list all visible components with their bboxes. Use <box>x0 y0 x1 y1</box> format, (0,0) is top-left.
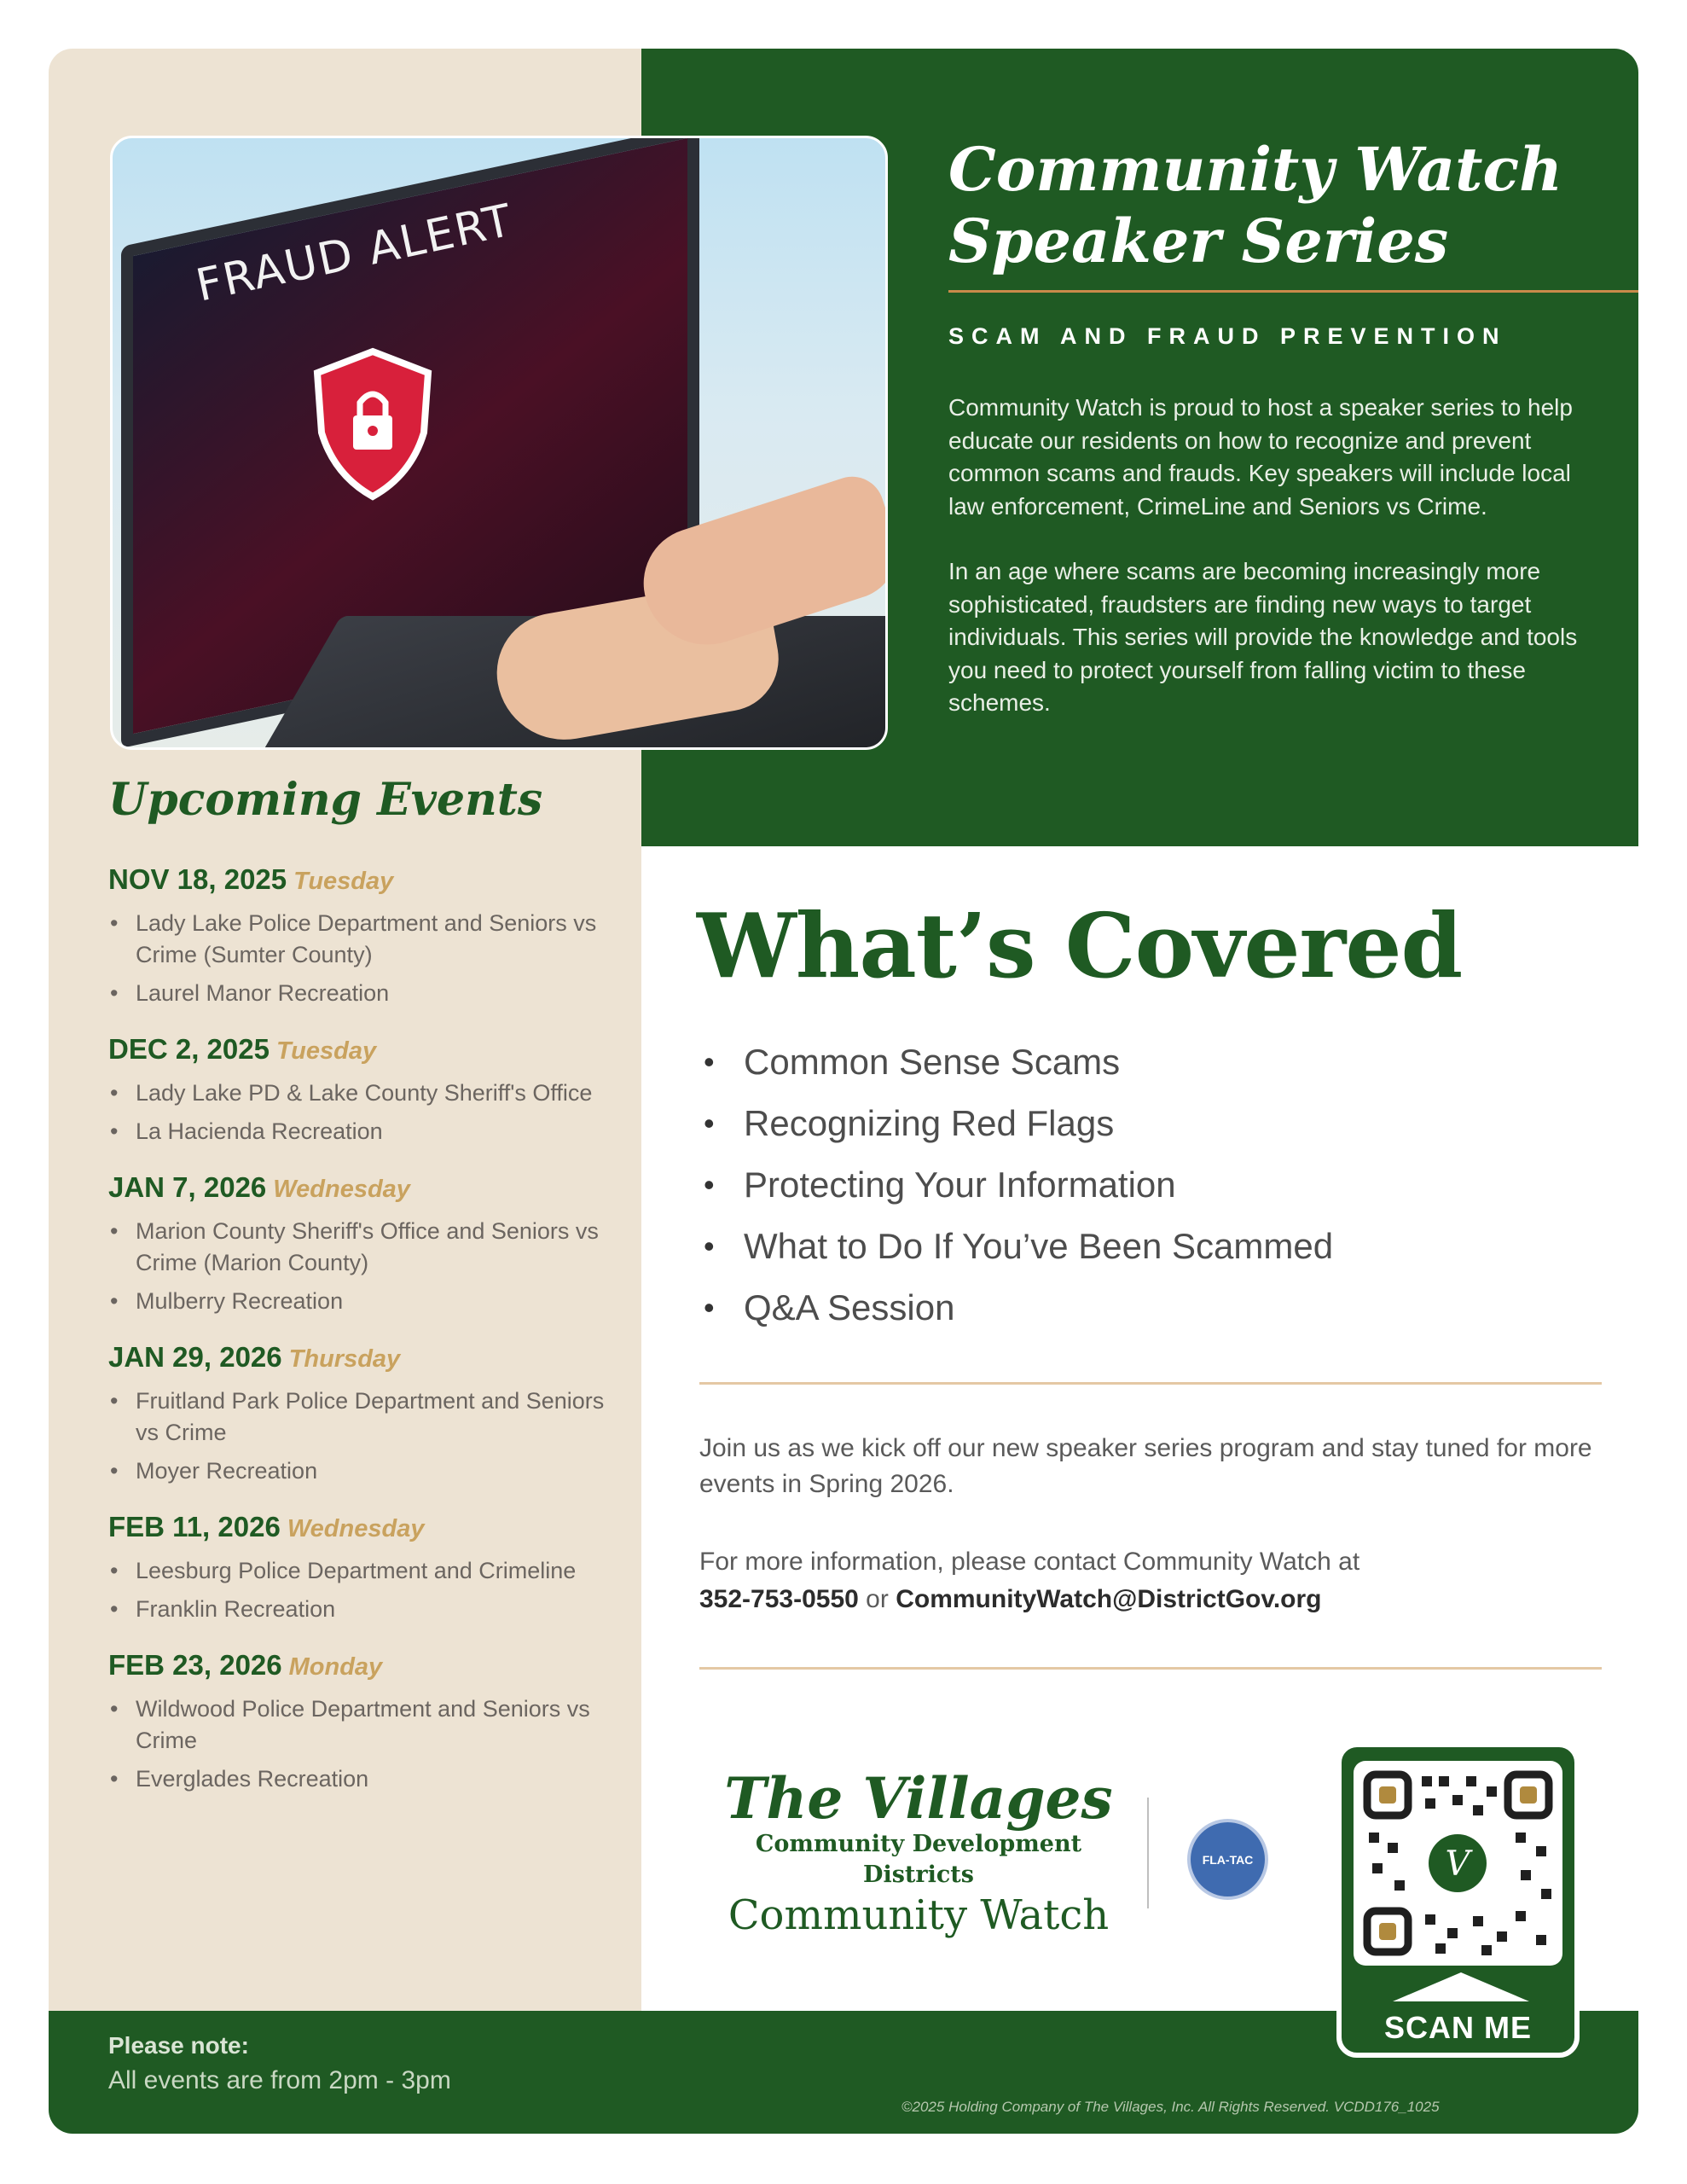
event-item <box>108 1341 620 1487</box>
covered-topic: • What to Do If You’ve Been Scammed <box>697 1216 1333 1277</box>
event-item <box>108 1033 620 1147</box>
covered-topic: • Common Sense Scams <box>697 1031 1333 1093</box>
event-details-list <box>108 1555 620 1625</box>
event-day: Monday <box>288 1653 383 1681</box>
event-date: JAN 29, 2026 <box>108 1341 282 1373</box>
page-subtitle: SCAM AND FRAUD PREVENTION <box>948 323 1507 349</box>
intro-text <box>948 392 1605 752</box>
event-header <box>108 1171 620 1204</box>
villages-logo-community-watch: Community Watch <box>728 1891 1110 1939</box>
event-date: FEB 23, 2026 <box>108 1649 282 1681</box>
event-header <box>108 1511 620 1543</box>
event-detail: • Lady Lake PD & Lake County Sheriff's Office <box>108 1077 620 1109</box>
intro-paragraph-1: Community Watch is proud to host a speaker series to help educate our residents on how to recognize and prevent common scams and frauds. Key speakers will include local law enforcement, CrimeLine and Seniors vs Crime. <box>948 394 1573 520</box>
event-item <box>108 1649 620 1795</box>
title-divider <box>948 290 1638 293</box>
events-heading: Upcoming Events <box>108 774 543 826</box>
event-detail: • Leesburg Police Department and Crimeline <box>108 1555 620 1587</box>
event-day: Thursday <box>288 1345 401 1373</box>
events-list <box>108 863 620 1819</box>
logo-divider <box>1147 1798 1149 1908</box>
event-header <box>108 863 620 896</box>
event-detail: • Mulberry Recreation <box>108 1286 620 1317</box>
event-detail: • La Hacienda Recreation <box>108 1116 620 1147</box>
event-details-list <box>108 1077 620 1147</box>
join-text: Join us as we kick off our new speaker series program and stay tuned for more events in Spring 2026. <box>699 1434 1592 1498</box>
section-divider-bottom <box>699 1667 1602 1670</box>
contact-or: or <box>866 1585 889 1613</box>
contact-info <box>699 1543 1603 1618</box>
event-details-list <box>108 1385 620 1487</box>
event-day: Wednesday <box>287 1515 425 1542</box>
qr-code[interactable] <box>1354 1761 1562 1966</box>
event-date: FEB 11, 2026 <box>108 1511 281 1542</box>
event-header <box>108 1033 620 1066</box>
intro-paragraph-2: In an age where scams are becoming increasingly more sophisticated, fraudsters are finding new ways to target individuals. This series will provide the knowledge and tools you need to protect yourself from falling victim to these schemes. <box>948 558 1578 716</box>
copyright-text: ©2025 Holding Company of The Villages, Inc. All Rights Reserved. VCDD176_1025 <box>901 2099 1440 2115</box>
qr-code-panel[interactable] <box>1336 1742 1580 2058</box>
event-detail: • Laurel Manor Recreation <box>108 978 620 1009</box>
note-text: All events are from 2pm - 3pm <box>108 2066 451 2094</box>
event-day: Tuesday <box>275 1037 377 1065</box>
event-details-list <box>108 1216 620 1317</box>
screen-fraud-alert-text: FRAUD ALERT <box>191 195 518 312</box>
event-detail: • Lady Lake Police Department and Seniors vs Crime (Sumter County) <box>108 908 620 971</box>
event-detail: • Fruitland Park Police Department and Seniors vs Crime <box>108 1385 620 1449</box>
title-line-1: Community Watch <box>948 134 1563 205</box>
event-item <box>108 863 620 1009</box>
event-detail: • Wildwood Police Department and Seniors vs Crime <box>108 1693 620 1757</box>
event-details-list <box>108 908 620 1009</box>
contact-email[interactable]: CommunityWatch@DistrictGov.org <box>896 1585 1322 1613</box>
fraud-alert-laptop-photo <box>110 136 888 750</box>
covered-topic: • Q&A Session <box>697 1277 1333 1339</box>
title-line-2: Speaker Series <box>948 206 1449 276</box>
covered-topic: • Recognizing Red Flags <box>697 1093 1333 1154</box>
covered-topics-list <box>697 1031 1333 1339</box>
event-item <box>108 1511 620 1625</box>
badge-text: FLA-TAC <box>1202 1852 1254 1867</box>
event-detail: • Everglades Recreation <box>108 1763 620 1795</box>
covered-topic: • Protecting Your Information <box>697 1154 1333 1216</box>
event-day: Tuesday <box>293 868 394 895</box>
event-header <box>108 1341 620 1374</box>
section-divider-top <box>699 1382 1602 1385</box>
event-detail: • Moyer Recreation <box>108 1455 620 1487</box>
the-villages-logo <box>701 1765 1136 1940</box>
covered-heading: What’s Covered <box>697 893 1463 998</box>
event-detail: • Marion County Sheriff's Office and Seniors vs Crime (Marion County) <box>108 1216 620 1279</box>
flyer <box>49 49 1638 2134</box>
note-label: Please note: <box>108 2032 249 2059</box>
villages-logo-name: The Villages <box>724 1765 1113 1832</box>
scan-arrow-icon <box>1393 1972 1529 2001</box>
event-date: NOV 18, 2025 <box>108 863 287 895</box>
event-detail: • Franklin Recreation <box>108 1594 620 1625</box>
event-date: JAN 7, 2026 <box>108 1171 267 1203</box>
villages-logo-districts: Community Development Districts <box>755 1831 1082 1888</box>
event-day: Wednesday <box>273 1176 410 1203</box>
page-title <box>948 134 1614 277</box>
lock-shield-icon <box>309 347 437 501</box>
contact-prefix: For more information, please contact Community Watch at <box>699 1548 1360 1576</box>
event-item <box>108 1171 620 1317</box>
event-date: DEC 2, 2025 <box>108 1033 270 1065</box>
fla-tac-badge-icon <box>1187 1819 1268 1900</box>
qr-code-icon <box>1354 1761 1562 1966</box>
contact-phone[interactable]: 352-753-0550 <box>699 1585 859 1613</box>
svg-text:V: V <box>1445 1844 1470 1884</box>
event-details-list <box>108 1693 620 1795</box>
scan-me-label: SCAN ME <box>1383 2010 1532 2045</box>
event-header <box>108 1649 620 1682</box>
